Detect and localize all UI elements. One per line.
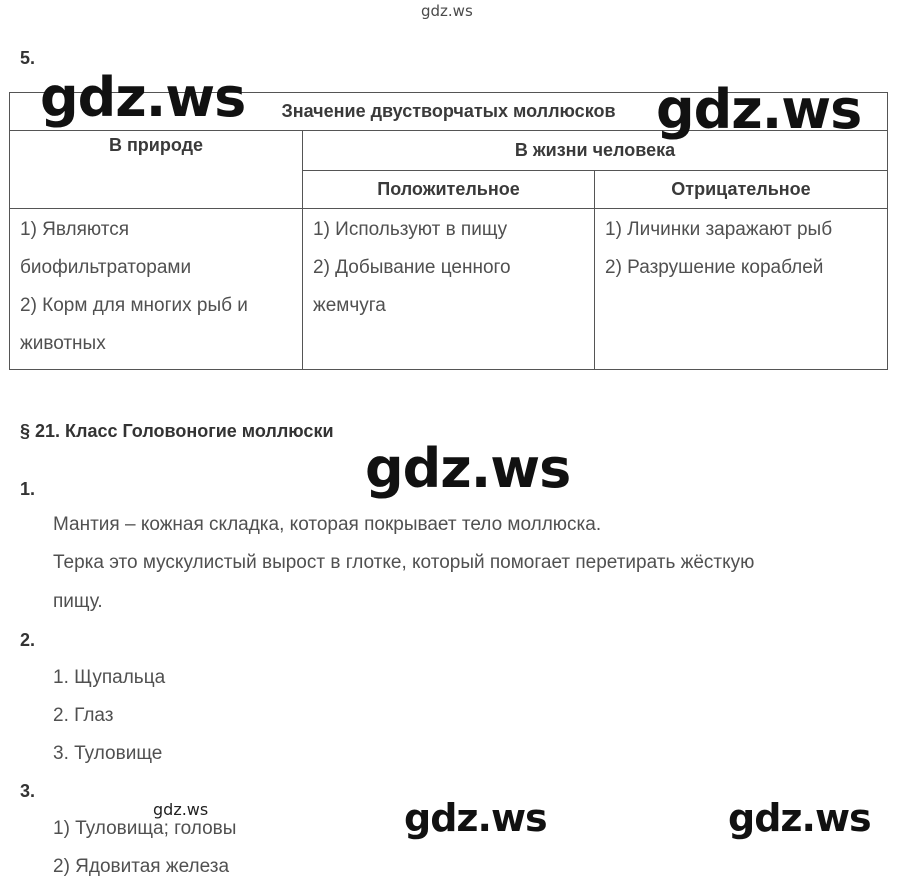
cell-line: 1) Личинки заражают рыб (605, 219, 833, 240)
task-5-number: 5. (20, 48, 36, 68)
watermark-bottom-mid: gdz.ws (404, 796, 547, 840)
task-1-line-2: Терка это мускулистый вырост в глотке, который помогает перетирать жёсткую (53, 552, 755, 573)
watermark-center: gdz.ws (365, 437, 571, 500)
watermark-small-bottom: gdz.ws (153, 800, 209, 819)
col-header-positive-label: Положительное (377, 179, 520, 199)
cell-line: жемчуга (313, 295, 386, 316)
cell-line: 2) Разрушение кораблей (605, 257, 824, 278)
col-header-positive (303, 171, 595, 209)
table-title: Значение двустворчатых моллюсков (281, 101, 616, 121)
watermark-table-right: gdz.ws (656, 78, 862, 141)
task-3-number: 3. (20, 781, 36, 801)
list-item: 1. Щупальца (53, 667, 166, 688)
cell-line: животных (20, 333, 106, 354)
list-item: 2) Ядовитая железа (53, 856, 230, 877)
section-title: § 21. Класс Головоногие моллюски (20, 421, 334, 441)
cell-line: 2) Корм для многих рыб и (20, 295, 248, 316)
col-header-nature-label: В природе (108, 135, 204, 155)
cell-negative (595, 209, 888, 370)
watermark-table-left: gdz.ws (40, 66, 246, 129)
cell-line: биофильтраторами (20, 257, 192, 278)
task-1-line-1: Мантия – кожная складка, которая покрывает тело моллюска. (53, 514, 602, 535)
col-header-nature (10, 131, 303, 209)
cell-line: 1) Используют в пищу (313, 219, 508, 240)
list-item: 3. Туловище (53, 743, 163, 764)
task-1-line-3: пищу. (53, 591, 103, 612)
watermark-top: gdz.ws (421, 2, 473, 20)
col-header-human-label: В жизни человека (514, 140, 676, 160)
col-header-negative (595, 171, 888, 209)
task-2-number: 2. (20, 630, 36, 650)
col-header-negative-label: Отрицательное (671, 179, 811, 199)
cell-nature (10, 209, 303, 370)
cell-line: 2) Добывание ценного (313, 257, 511, 278)
cell-positive (303, 209, 595, 370)
list-item: 2. Глаз (53, 705, 114, 726)
list-item: 1) Туловища; головы (53, 818, 237, 839)
task-1-number: 1. (20, 479, 36, 499)
cell-line: 1) Являются (20, 219, 130, 240)
watermark-bottom-right: gdz.ws (728, 796, 871, 840)
